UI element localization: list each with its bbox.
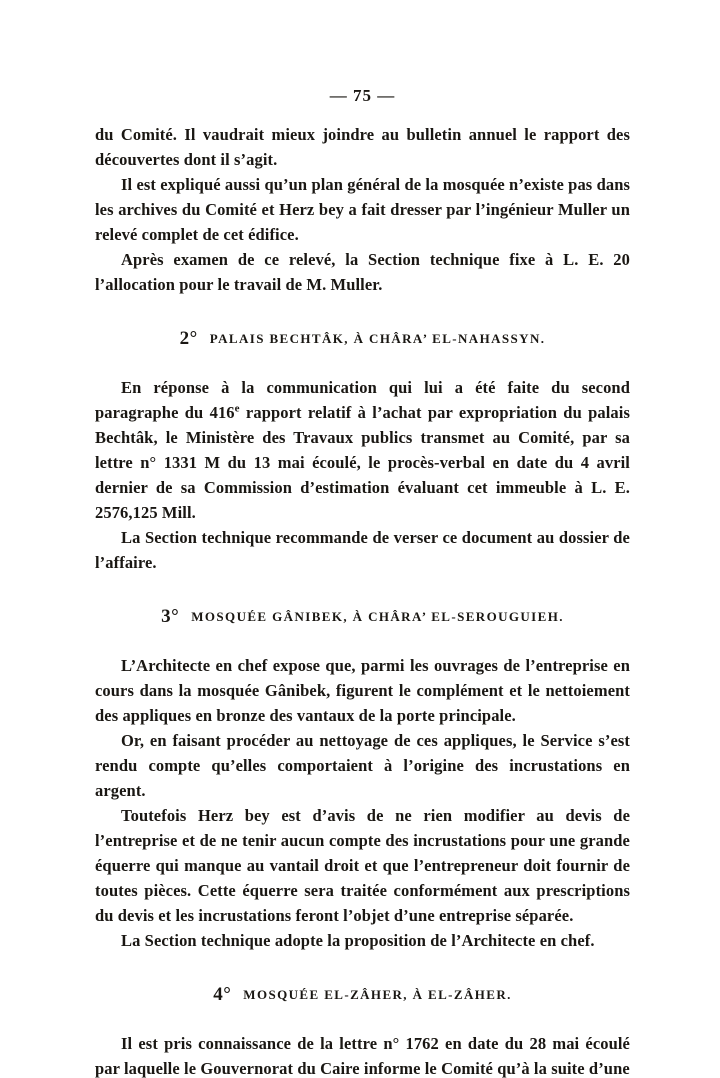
paragraph-text: En réponse à la communication qui lui a été faite du second paragraphe du 416 xyxy=(95,378,630,422)
section-mosquee-el-zaher xyxy=(95,984,630,1078)
paragraph: L’Architecte en chef expose que, parmi les ouvrages de l’entreprise en cours dans la mosquée Gânibek, figurent le complément et le nettoiement des appliques en bronze des vantaux de la porte principale. xyxy=(95,656,630,725)
paragraph: du Comité. Il vaudrait mieux joindre au bulletin annuel le rapport des découvertes dont il s’agit. xyxy=(95,125,630,169)
paragraph: Toutefois Herz bey est d’avis de ne rien modifier au devis de l’entreprise et de ne tenir aucun compte des incrustations pour une grande équerre qui manque au vantail droit et que l’entrepreneur doit fournir de toutes pièces. Cette équerre sera traitée conformément aux prescriptions du devis et les incrustations feront l’objet d’une entreprise séparée. xyxy=(95,806,630,925)
paragraph: Or, en faisant procéder au nettoyage de ces appliques, le Service s’est rendu compte qu’elles comportaient à l’origine des incrustations en argent. xyxy=(95,731,630,800)
paragraph: La Section technique recommande de verser ce document au dossier de l’affaire. xyxy=(95,528,630,572)
paragraph: Après examen de ce relevé, la Section technique fixe à L. E. 20 l’allocation pour le travail de M. Muller. xyxy=(95,250,630,294)
paragraph: La Section technique adopte la proposition de l’Architecte en chef. xyxy=(121,931,595,950)
section-number: 3° xyxy=(161,606,180,627)
section-intro xyxy=(95,122,630,297)
section-title: MOSQUÉE GÂNIBEK, À CHÂRA’ EL-SEROUGUIEH. xyxy=(191,609,564,624)
section-title: MOSQUÉE EL-ZÂHER, À EL-ZÂHER. xyxy=(243,987,512,1002)
section-number: 4° xyxy=(213,984,232,1005)
page-body xyxy=(95,122,630,1078)
page-number: — 75 — xyxy=(329,86,396,105)
paragraph-text: rapport relatif à l’achat par expropriation du palais Bechtâk, le Ministère des Travaux publics transmet au Comité, par sa lettre n° 1331 M du 13 mai écoulé, le procès-verbal en date du 4 avril dernier de sa Commission d’estimation évaluant cet immeuble à L. E. 2576,125 Mill. xyxy=(95,403,630,522)
section-number: 2° xyxy=(179,328,198,349)
paragraph: Il est expliqué aussi qu’un plan général de la mosquée n’existe pas dans les archives du Comité et Herz bey a fait dresser par l’ingénieur Muller un relevé complet de cet édifice. xyxy=(95,175,630,244)
section-heading xyxy=(95,328,630,350)
paragraph: Il est pris connaissance de la lettre n° 1762 en date du 28 mai écoulé par laquelle le Gouvernorat du Caire informe le Comité qu’à la suite d’une xyxy=(95,1034,630,1078)
section-palais-bechtak xyxy=(95,328,630,575)
section-heading xyxy=(95,984,630,1006)
paragraph xyxy=(95,375,630,525)
section-mosquee-ganibek xyxy=(95,606,630,953)
ordinal-superscript: e xyxy=(234,402,240,415)
section-heading xyxy=(95,606,630,628)
section-title: PALAIS BECHTÂK, À CHÂRA’ EL-NAHASSYN. xyxy=(209,331,546,346)
